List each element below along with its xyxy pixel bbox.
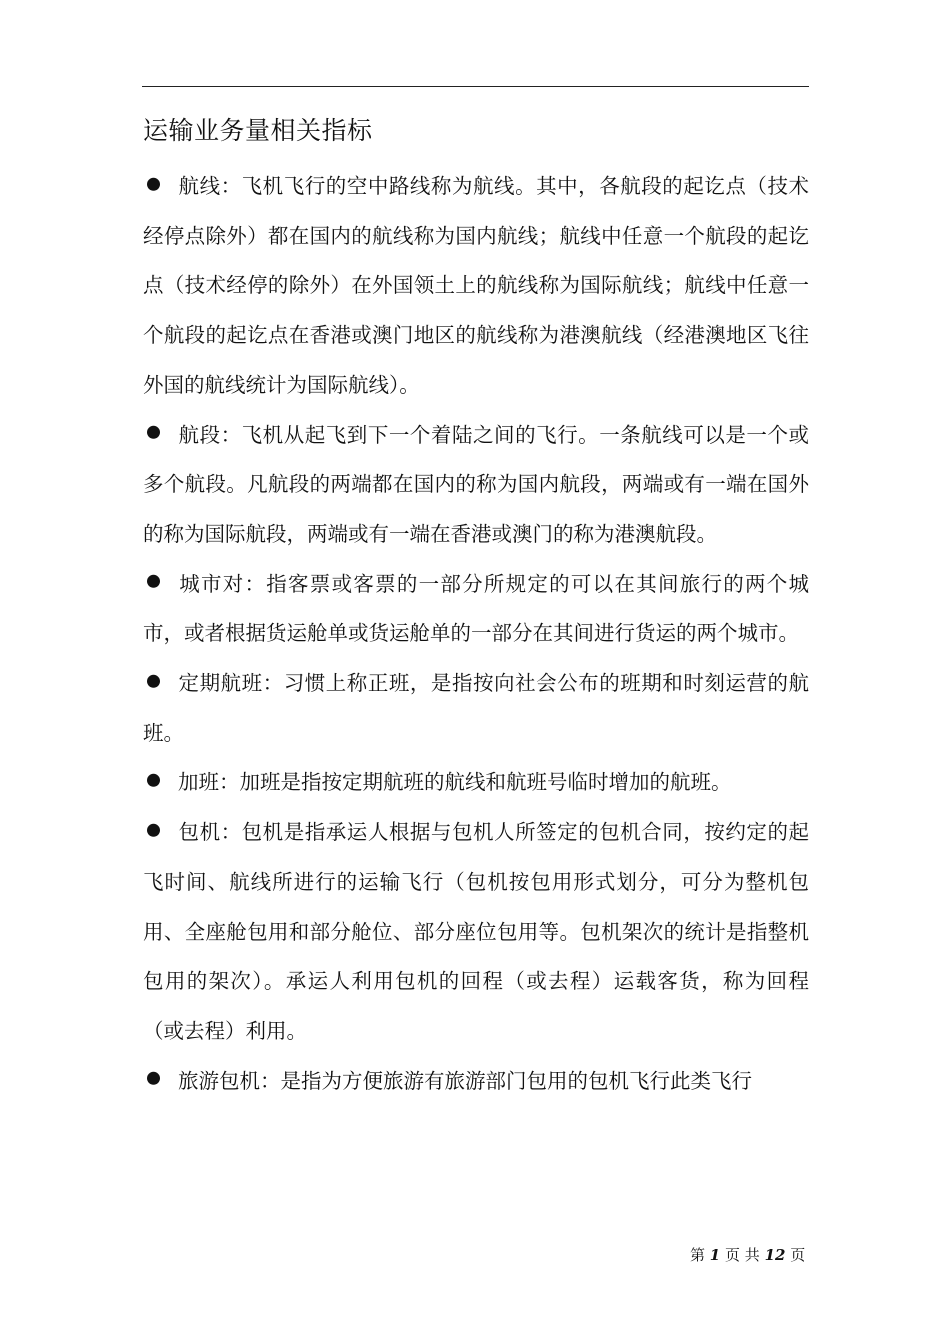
paragraph-extra-flight [143, 758, 809, 808]
page-total: 12 [764, 1246, 786, 1264]
paragraph-text: 旅游包机：是指为方便旅游有旅游部门包用的包机飞行此类飞行 [178, 1068, 752, 1093]
paragraph-text: 包机：包机是指承运人根据与包机人所签定的包机合同，按约定的起飞时间、航线所进行的运输飞行（包机按包用形式划分，可分为整机包用、全座舱包用和部分舱位、部分座位包用等。包机架次的统计是指整机包用的架次）。承运人利用包机的回程（或去程）运载客货，称为回程（或去程）利用。 [143, 820, 809, 1043]
bullet-icon [143, 819, 178, 840]
paragraph-charter [143, 808, 809, 1057]
footer-prefix: 第 [690, 1246, 706, 1264]
bullet-icon [143, 1067, 178, 1088]
page-number: 1 [709, 1246, 721, 1264]
header-rule [142, 86, 809, 87]
footer-middle: 页 共 [725, 1246, 760, 1264]
paragraph-tour-charter [143, 1057, 809, 1107]
paragraph-city-pair [143, 560, 809, 659]
paragraph-text: 城市对：指客票或客票的一部分所规定的可以在其间旅行的两个城市，或者根据货运舱单或货运舱单的一部分在其间进行货运的两个城市。 [143, 571, 809, 646]
document-body [143, 162, 809, 1106]
bullet-icon [143, 421, 178, 442]
paragraph-scheduled-flight [143, 659, 809, 758]
bullet-icon [143, 570, 178, 591]
paragraph-text: 航线：飞机飞行的空中路线称为航线。其中，各航段的起讫点（技术经停点除外）都在国内的航线称为国内航线；航线中任意一个航段的起讫点（技术经停的除外）在外国领土上的航线称为国际航线；航线中任意一个航段的起讫点在香港或澳门地区的航线称为港澳航线（经港澳地区飞往外国的航线统计为国际航线）。 [143, 174, 809, 397]
footer-suffix: 页 [790, 1246, 806, 1264]
bullet-icon [143, 769, 178, 790]
bullet-icon [143, 670, 178, 691]
bullet-icon [143, 173, 178, 194]
paragraph-route [143, 162, 809, 411]
paragraph-text: 定期航班：习惯上称正班，是指按向社会公布的班期和时刻运营的航班。 [143, 671, 809, 745]
section-title: 运输业务量相关指标 [143, 116, 373, 145]
paragraph-text: 航段：飞机从起飞到下一个着陆之间的飞行。一条航线可以是一个或多个航段。凡航段的两端都在国内的称为国内航段，两端或有一端在国外的称为国际航段，两端或有一端在香港或澳门的称为港澳航段。 [143, 422, 809, 546]
page-footer [690, 1244, 805, 1266]
paragraph-text: 加班：加班是指按定期航班的航线和航班号临时增加的航班。 [178, 770, 732, 795]
paragraph-flight-segment [143, 411, 809, 560]
